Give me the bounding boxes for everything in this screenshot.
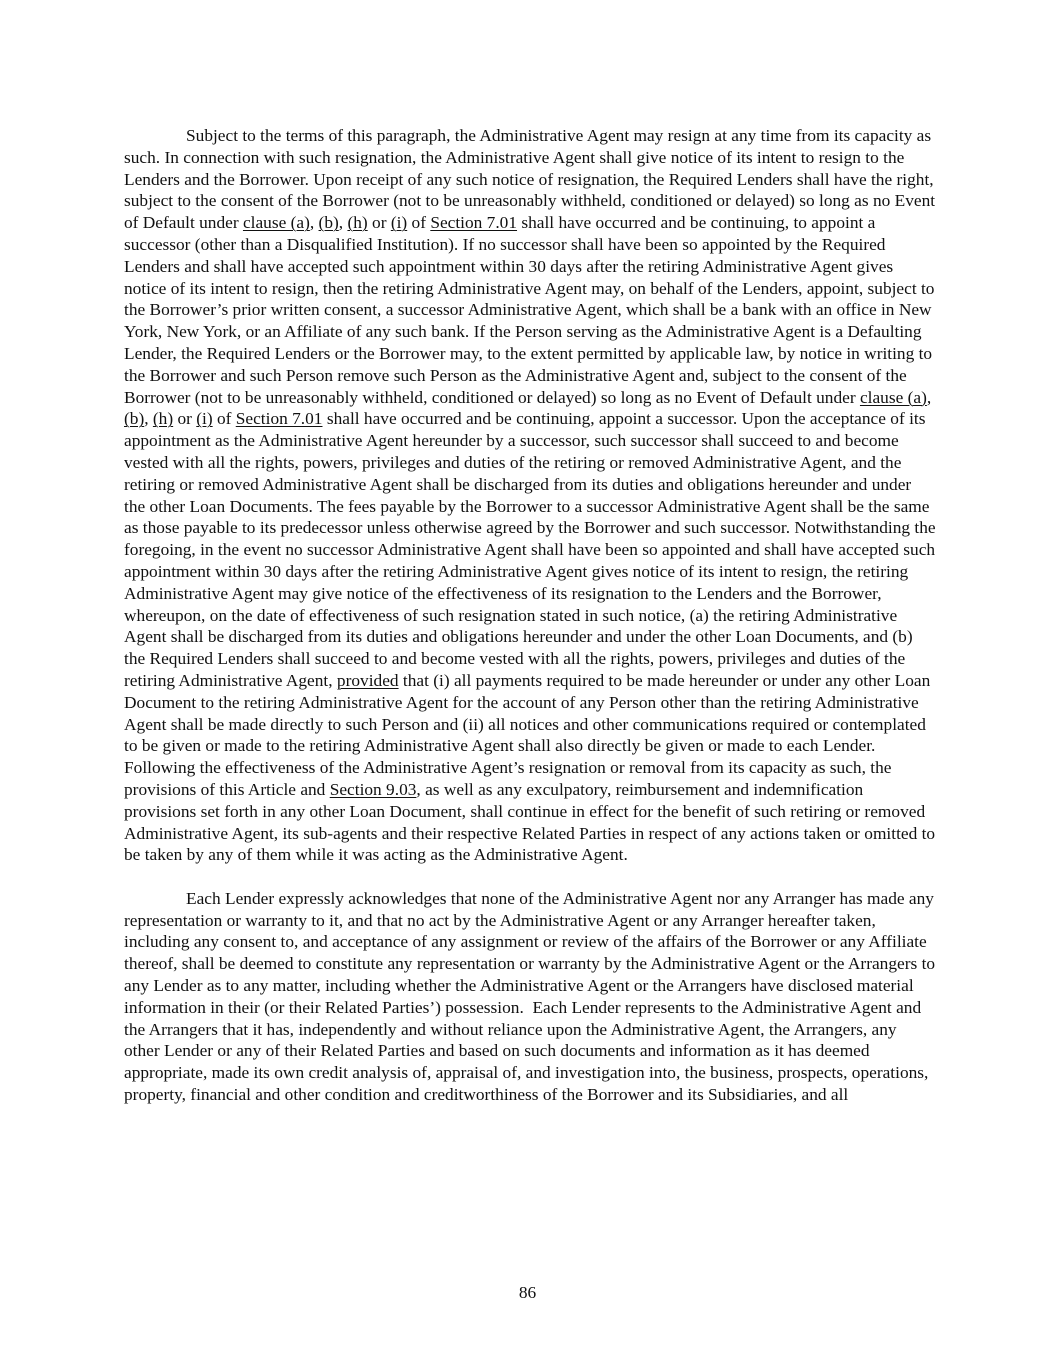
cross-reference-section-9-03: Section 9.03 [329, 779, 417, 799]
cross-reference-clause-b: (b) [124, 409, 145, 429]
text-segment: of [407, 213, 431, 233]
document-body [124, 125, 940, 1106]
cross-reference-clause-b: (b) [318, 213, 339, 233]
cross-reference-section-7-01: Section 7.01 [235, 409, 323, 429]
cross-reference-clause-i: (i) [196, 409, 213, 429]
text-segment: of [212, 409, 236, 429]
text-segment: that (i) all payments required to be made hereunder or under any other Loan Document to the retiring Administrative Agent for the account of any Person other than the retiring Administrative Agent shall be made directly to such Person and (ii) all notices and other communications required or contemplated to be given or made to the retiring Administrative Agent shall also directly be given or made to each Lender. Following the effectiveness of the Administrative Agent’s resignation or removal from its capacity as such, the provisions of this Article and [124, 670, 935, 799]
text-segment: Each Lender expressly acknowledges that none of the Administrative Agent nor any Arranger has made any representation or warranty to it, and that no act by the Administrative Agent or any Arranger hereafter taken, including any consent to, and acceptance of any assignment or review of the affairs of the Borrower or any Affiliate thereof, shall be deemed to constitute any representation or warranty by the Administrative Agent or the Arrangers to any Lender as to any matter, including whether the Administrative Agent or the Arrangers have disclosed material information in their (or their Related Parties’) possession. Each Lender represents to the Administrative Agent and the Arrangers that it has, independently and without reliance upon the Administrative Agent, the Arrangers, any other Lender or any of their Related Parties and based on such documents and information as it has deemed appropriate, made its own credit analysis of, appraisal of, and investigation into, the business, prospects, operations, property, financial and other condition and creditworthiness of the Borrower and its Subsidiaries, and all [124, 888, 940, 1104]
text-segment: or [173, 409, 197, 429]
cross-reference-clause-h: (h) [347, 213, 368, 233]
text-segment: or [367, 213, 391, 233]
text-segment: shall have occurred and be continuing, appoint a successor. Upon the acceptance of its appointment as the Administrative Agent hereunder by a successor, such successor shall succeed to and become vested with all the rights, powers, privileges and duties of the retiring or removed Administrative Agent, and the retiring or removed Administrative Agent shall be discharged from its duties and obligations hereunder and under the other Loan Documents. The fees payable by the Borrower to a successor Administrative Agent shall be the same as those payable to its predecessor unless otherwise agreed by the Borrower and such successor. Notwithstanding the foregoing, in the event no successor Administrative Agent shall have been so appointed and shall have accepted such appointment within 30 days after the retiring Administrative Agent gives notice of its intent to resign, the retiring Administrative Agent may give notice of the effectiveness of its resignation to the Lenders and the Borrower, whereupon, on the date of effectiveness of such resignation stated in such notice, (a) the retiring Administrative Agent shall be discharged from its duties and obligations hereunder and under the other Loan Documents, and (b) the Required Lenders shall succeed to and become vested with all the rights, powers, privileges and duties of the retiring Administrative Agent, [124, 409, 940, 690]
text-segment: , [309, 213, 319, 233]
text-segment: Subject to the terms of this paragraph, the Administrative Agent may resign at any time from its capacity as such. In connection with such resignation, the Administrative Agent shall give notice of its intent to resign to the Lenders and the Borrower. Upon receipt of any such notice of resignation, the Required Lenders shall have the right, subject to the consent of the Borrower (not to be unreasonably withheld, conditioned or delayed) so long as no Event of Default under [124, 126, 940, 233]
cross-reference-clause-a: clause (a) [859, 387, 927, 407]
page-number: 86 [518, 1283, 537, 1302]
text-segment: shall have occurred and be continuing, to appoint a successor (other than a Disqualified Institution). If no successor shall have been so appointed by the Required Lenders and shall have accepted such appointment within 30 days after the retiring Administrative Agent gives notice of its intent to resign, then the retiring Administrative Agent may, on behalf of the Lenders, appoint, subject to the Borrower’s prior written consent, a successor Administrative Agent, which shall be a bank with an office in New York, New York, or an Affiliate of any such bank. If the Person serving as the Administrative Agent is a Defaulting Lender, the Required Lenders or the Borrower may, to the extent permitted by applicable law, by notice in writing to the Borrower and such Person remove such Person as the Administrative Agent and, subject to the consent of the Borrower (not to be unreasonably withheld, conditioned or delayed) so long as no Event of Default under [124, 213, 939, 407]
text-segment: , [338, 213, 348, 233]
paragraph-administrative-agent-resignation [124, 125, 940, 866]
paragraph-lender-acknowledgement [124, 888, 940, 1106]
text-segment: , as well as any exculpatory, reimbursement and indemnification provisions set forth in any other Loan Document, shall continue in effect for the benefit of such retiring or removed Administrative Agent, its sub-agents and their respective Related Parties in respect of any actions taken or omitted to be taken by any of them while it was acting as the Administrative Agent. [124, 779, 940, 865]
cross-reference-section-7-01: Section 7.01 [430, 213, 518, 233]
cross-reference-clause-a: clause (a) [242, 213, 310, 233]
defined-term-provided: provided [336, 670, 399, 690]
text-segment: , [144, 409, 153, 429]
cross-reference-clause-h: (h) [152, 409, 174, 429]
text-segment: , [926, 387, 936, 407]
cross-reference-clause-i: (i) [390, 213, 408, 233]
